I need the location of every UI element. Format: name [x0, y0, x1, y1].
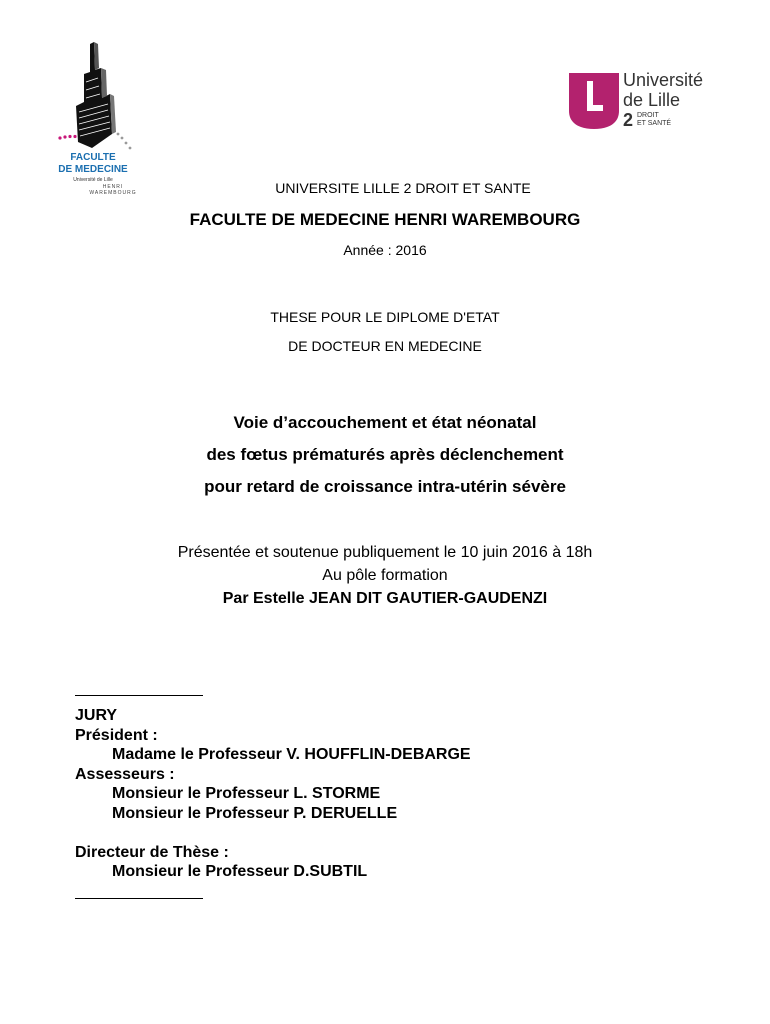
faculty-logo: [48, 38, 148, 196]
assessor-name: Monsieur le Professeur P. DERUELLE: [112, 804, 398, 822]
jury-heading: JURY: [75, 707, 118, 724]
year: Année : 2016: [343, 242, 427, 258]
author: Par Estelle JEAN DIT GAUTIER-GAUDENZI: [222, 590, 548, 607]
president-label: Président :: [75, 726, 158, 744]
faculty-logo-arc-text: HENRI WAREMBOURG: [89, 184, 137, 196]
faculty-logo-line1: FACULTE: [70, 152, 116, 163]
thesis-title-line3: pour retard de croissance intra-utérin sévère: [204, 477, 566, 496]
university-number: 2: [623, 110, 634, 130]
university-name-line1: Université: [623, 70, 704, 90]
divider-top: [75, 695, 203, 696]
spacer: [75, 823, 675, 843]
thesis-title-line2: des fœtus prématurés après déclenchement: [206, 445, 564, 464]
university-sub-line1: DROIT: [637, 112, 659, 119]
faculty-logo-subline: Université de Lille: [73, 177, 113, 183]
presentation-line1: Présentée et soutenue publiquement le 10 juin 2016 à 18h: [177, 544, 593, 561]
director-name: Monsieur le Professeur D.SUBTIL: [112, 863, 368, 880]
director-label: Directeur de Thèse :: [75, 843, 229, 861]
assessor-name: Monsieur le Professeur L. STORME: [112, 785, 381, 802]
assessors-label: Assesseurs :: [75, 765, 175, 783]
president-name: Madame le Professeur V. HOUFFLIN-DEBARGE: [112, 746, 471, 763]
university-logo: [569, 70, 729, 132]
university-emblem-icon: [569, 73, 619, 129]
divider-bottom: [75, 898, 203, 899]
thesis-title-line1: Voie d’accouchement et état néonatal: [233, 413, 537, 432]
university-heading: UNIVERSITE LILLE 2 DROIT ET SANTE: [275, 180, 531, 196]
thesis-line2: DE DOCTEUR EN MEDECINE: [288, 338, 482, 354]
faculty-heading: FACULTE DE MEDECINE HENRI WAREMBOURG: [189, 210, 581, 229]
jury-block: [75, 706, 675, 882]
university-sub-line2: ET SANTÉ: [637, 120, 672, 127]
presentation-line2: Au pôle formation: [322, 567, 448, 584]
university-name-line2: de Lille: [623, 90, 681, 110]
thesis-line1: THESE POUR LE DIPLOME D'ETAT: [270, 309, 500, 325]
faculty-logo-line2: DE MEDECINE: [58, 164, 128, 175]
